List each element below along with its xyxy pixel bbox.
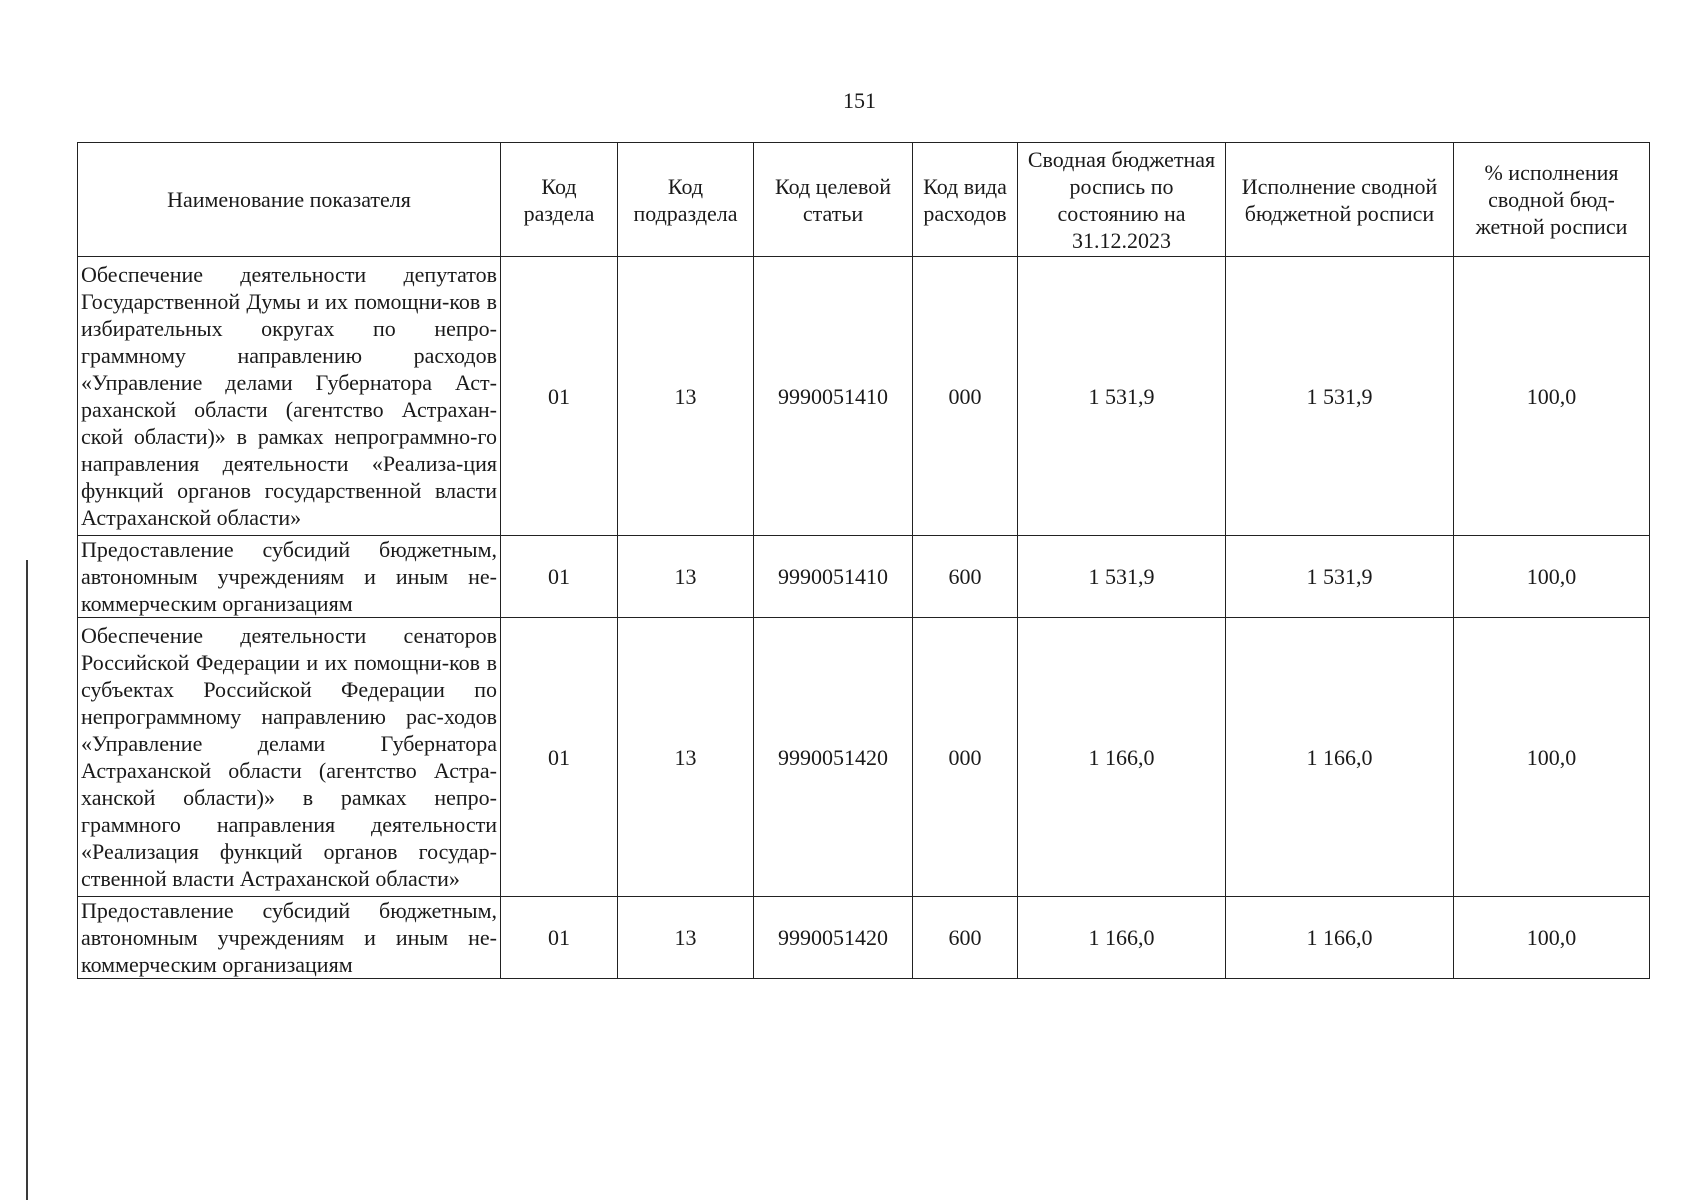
row-vid: 600	[913, 536, 1018, 618]
header-vid: Код вида расходов	[913, 143, 1018, 257]
row-razdel: 01	[501, 257, 618, 536]
row-percent: 100,0	[1454, 618, 1650, 897]
header-podrazdel: Код подраздела	[618, 143, 754, 257]
row-percent: 100,0	[1454, 257, 1650, 536]
row-percent: 100,0	[1454, 536, 1650, 618]
row-percent: 100,0	[1454, 897, 1650, 979]
row-plan: 1 531,9	[1018, 536, 1226, 618]
table-row	[78, 897, 1650, 979]
row-fact: 1 531,9	[1226, 257, 1454, 536]
row-fact: 1 166,0	[1226, 618, 1454, 897]
row-podrazdel: 13	[618, 536, 754, 618]
table-row	[78, 257, 1650, 536]
row-name: Обеспечение деятельности депутатов Государственной Думы и их помощни-ков в избирательных округах по непро-граммному направлению расходов «Управление делами Губернатора Аст-раханской области (агентство Астрахан-ской области)» в рамках непрограммно-го направления деятельности «Реализа-ция функций органов государственной власти Астраханской области»	[78, 257, 501, 536]
row-podrazdel: 13	[618, 897, 754, 979]
row-name: Предоставление субсидий бюджетным, автономным учреждениям и иным не-коммерческим организациям	[78, 536, 501, 618]
row-podrazdel: 13	[618, 257, 754, 536]
row-razdel: 01	[501, 618, 618, 897]
row-plan: 1 166,0	[1018, 618, 1226, 897]
row-vid: 000	[913, 618, 1018, 897]
row-fact: 1 531,9	[1226, 536, 1454, 618]
header-percent: % исполнения сводной бюд-жетной росписи	[1454, 143, 1650, 257]
budget-table	[77, 142, 1650, 979]
row-plan: 1 166,0	[1018, 897, 1226, 979]
header-target: Код целевой статьи	[754, 143, 913, 257]
row-vid: 000	[913, 257, 1018, 536]
row-name: Предоставление субсидий бюджетным, автономным учреждениям и иным не-коммерческим организациям	[78, 897, 501, 979]
row-razdel: 01	[501, 897, 618, 979]
row-target: 9990051420	[754, 897, 913, 979]
row-podrazdel: 13	[618, 618, 754, 897]
row-name: Обеспечение деятельности сенаторов Российской Федерации и их помощни-ков в субъектах Российской Федерации по непрограммному направлению рас-ходов «Управление делами Губернатора Астраханской области (агентство Астра-ханской области)» в рамках непро-граммного направления деятельности «Реализация функций органов государ-ственной власти Астраханской области»	[78, 618, 501, 897]
row-fact: 1 166,0	[1226, 897, 1454, 979]
row-razdel: 01	[501, 536, 618, 618]
row-plan: 1 531,9	[1018, 257, 1226, 536]
header-plan: Сводная бюджетная роспись по состоянию на 31.12.2023	[1018, 143, 1226, 257]
row-vid: 600	[913, 897, 1018, 979]
row-target: 9990051420	[754, 618, 913, 897]
page-number: 151	[843, 88, 876, 113]
row-target: 9990051410	[754, 536, 913, 618]
table-row	[78, 618, 1650, 897]
header-razdel: Код раздела	[501, 143, 618, 257]
header-row	[78, 143, 1650, 257]
table-row	[78, 536, 1650, 618]
header-name: Наименование показателя	[78, 143, 501, 257]
row-target: 9990051410	[754, 257, 913, 536]
header-fact: Исполнение сводной бюджетной росписи	[1226, 143, 1454, 257]
scan-edge-line	[26, 560, 28, 1200]
